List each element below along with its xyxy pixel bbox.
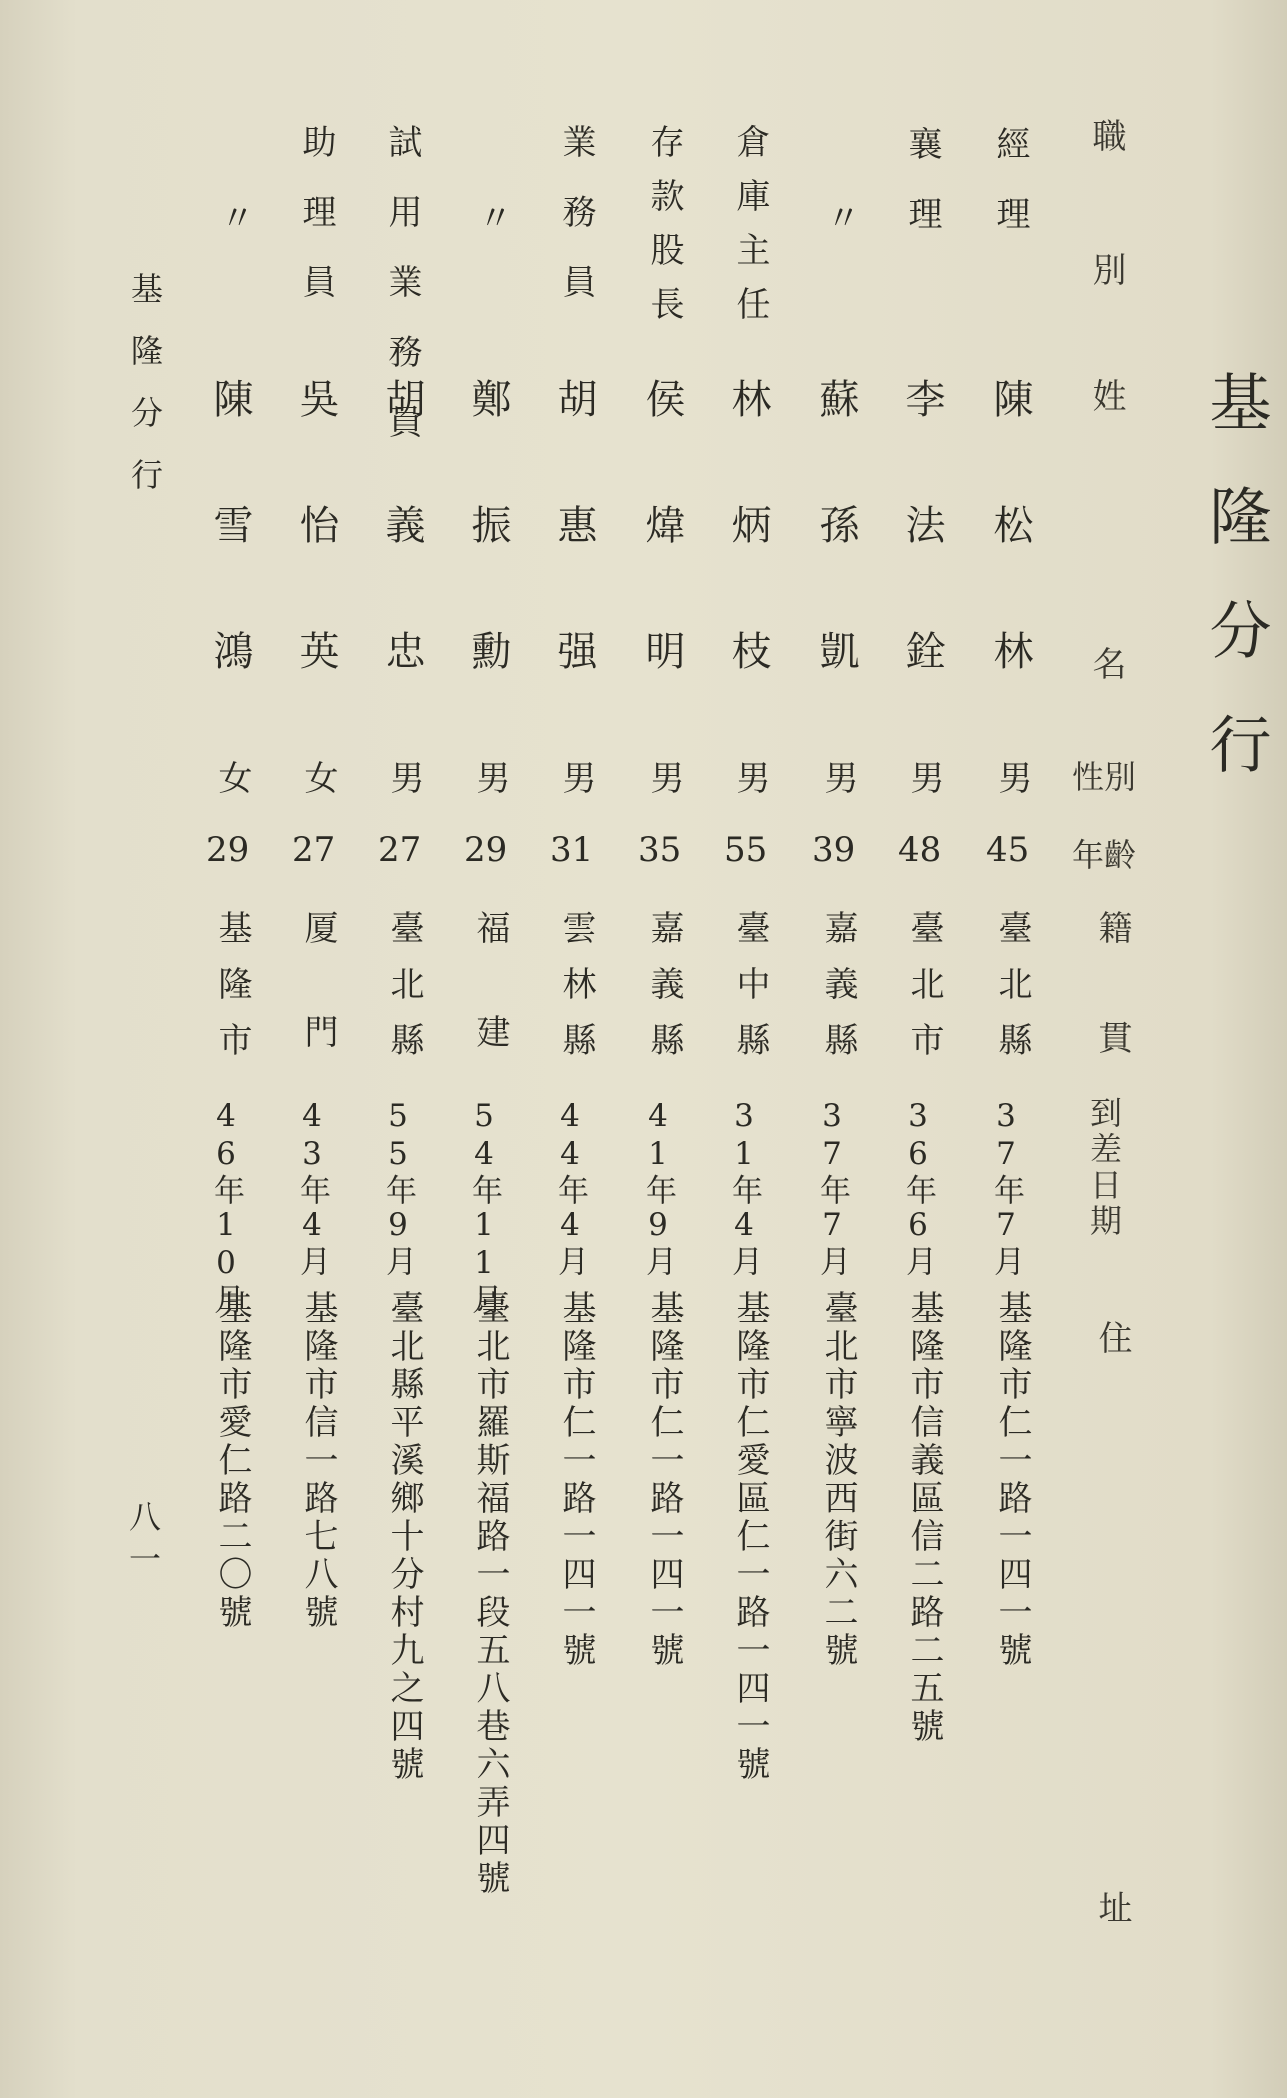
header-title: 職別 (1086, 118, 1126, 386)
row-arrival-date: 54年11月 (466, 1098, 502, 1316)
row-address: 基隆市信義區信二路二五號 (904, 1290, 944, 1746)
row-name: 胡惠强 (551, 378, 597, 756)
row-native: 臺中縣 (730, 910, 770, 1078)
row-title: 襄理 (902, 126, 942, 266)
row-native: 嘉義縣 (644, 910, 684, 1078)
row-name: 吳怡英 (293, 378, 339, 756)
row-sex: 男 (470, 760, 510, 794)
row-sex: 女 (212, 760, 252, 794)
row-arrival-date: 43年4月 (294, 1098, 330, 1278)
header-arrival: 到差日期 (1085, 1096, 1123, 1240)
row-address: 臺北市羅斯福路一段五八巷六弄四號 (470, 1290, 510, 1898)
row-sex: 男 (730, 760, 770, 794)
row-age: 35 (638, 830, 682, 870)
row-address: 基隆市仁一路一四一號 (992, 1290, 1032, 1670)
row-title: 〃 (214, 200, 254, 234)
row-sex: 男 (904, 760, 944, 794)
row-address: 基隆市仁愛區仁一路一四一號 (730, 1290, 770, 1784)
row-arrival-date: 31年4月 (726, 1098, 762, 1278)
row-native: 臺北縣 (992, 910, 1032, 1078)
row-age: 55 (724, 830, 768, 870)
row-age: 27 (378, 830, 422, 870)
row-title: 試用業務員 (382, 124, 422, 474)
page-number: 八一 (124, 1500, 162, 1584)
row-address: 基隆市愛仁路二〇號 (212, 1290, 252, 1632)
header-native-1: 籍 (1092, 910, 1132, 944)
row-native: 基隆市 (212, 910, 252, 1078)
row-sex: 男 (644, 760, 684, 794)
row-sex: 男 (818, 760, 858, 794)
row-age: 27 (292, 830, 336, 870)
row-title: 〃 (472, 200, 512, 234)
row-title: 〃 (820, 200, 860, 234)
row-title: 倉庫主任 (730, 124, 770, 340)
row-native: 福建 (470, 910, 510, 1118)
row-address: 基隆市仁一路一四一號 (556, 1290, 596, 1670)
row-name: 侯煒明 (639, 378, 685, 756)
row-arrival-date: 37年7月 (988, 1098, 1024, 1278)
row-title: 存款股長 (644, 124, 684, 340)
running-footer-section: 基隆分行 (126, 272, 164, 520)
row-sex: 男 (992, 760, 1032, 794)
header-age: 年齡 (1072, 836, 1137, 874)
row-age: 39 (812, 830, 856, 870)
row-age: 29 (206, 830, 250, 870)
row-name: 陳松林 (987, 378, 1033, 756)
header-name-2: 名 (1086, 646, 1126, 680)
row-address: 基隆市信一路七八號 (298, 1290, 338, 1632)
row-native: 臺北市 (904, 910, 944, 1078)
row-address: 臺北縣平溪鄉十分村九之四號 (384, 1290, 424, 1784)
header-sex: 性別 (1072, 758, 1137, 796)
page-title: 基隆分行 (1199, 370, 1272, 826)
row-name: 鄭振勳 (465, 378, 511, 756)
row-sex: 女 (298, 760, 338, 794)
header-name-1: 姓 (1086, 378, 1126, 412)
row-address: 基隆市仁一路一四一號 (644, 1290, 684, 1670)
row-native: 雲林縣 (556, 910, 596, 1078)
row-name: 陳雪鴻 (207, 378, 253, 756)
header-addr-1: 住 (1092, 1320, 1132, 1354)
row-age: 31 (550, 830, 594, 870)
header-native-2: 貫 (1092, 1020, 1132, 1054)
row-name: 蘇孫凱 (813, 378, 859, 756)
header-addr-2: 址 (1092, 1890, 1132, 1924)
row-name: 胡義忠 (379, 378, 425, 756)
row-native: 臺北縣 (384, 910, 424, 1078)
row-title: 業務員 (556, 124, 596, 334)
row-arrival-date: 36年6月 (900, 1098, 936, 1278)
row-age: 48 (898, 830, 942, 870)
row-sex: 男 (384, 760, 424, 794)
row-name: 李法銓 (899, 378, 945, 756)
row-arrival-date: 46年10月 (208, 1098, 244, 1316)
row-native: 嘉義縣 (818, 910, 858, 1078)
row-title: 助理員 (296, 124, 336, 334)
row-arrival-date: 41年9月 (640, 1098, 676, 1278)
row-address: 臺北市寧波西街六二號 (818, 1290, 858, 1670)
row-arrival-date: 44年4月 (552, 1098, 588, 1278)
row-name: 林炳枝 (725, 378, 771, 756)
row-age: 45 (986, 830, 1030, 870)
row-native: 厦門 (298, 910, 338, 1118)
row-age: 29 (464, 830, 508, 870)
row-title: 經理 (990, 126, 1030, 266)
row-arrival-date: 37年7月 (814, 1098, 850, 1278)
row-arrival-date: 55年9月 (380, 1098, 416, 1278)
row-sex: 男 (556, 760, 596, 794)
